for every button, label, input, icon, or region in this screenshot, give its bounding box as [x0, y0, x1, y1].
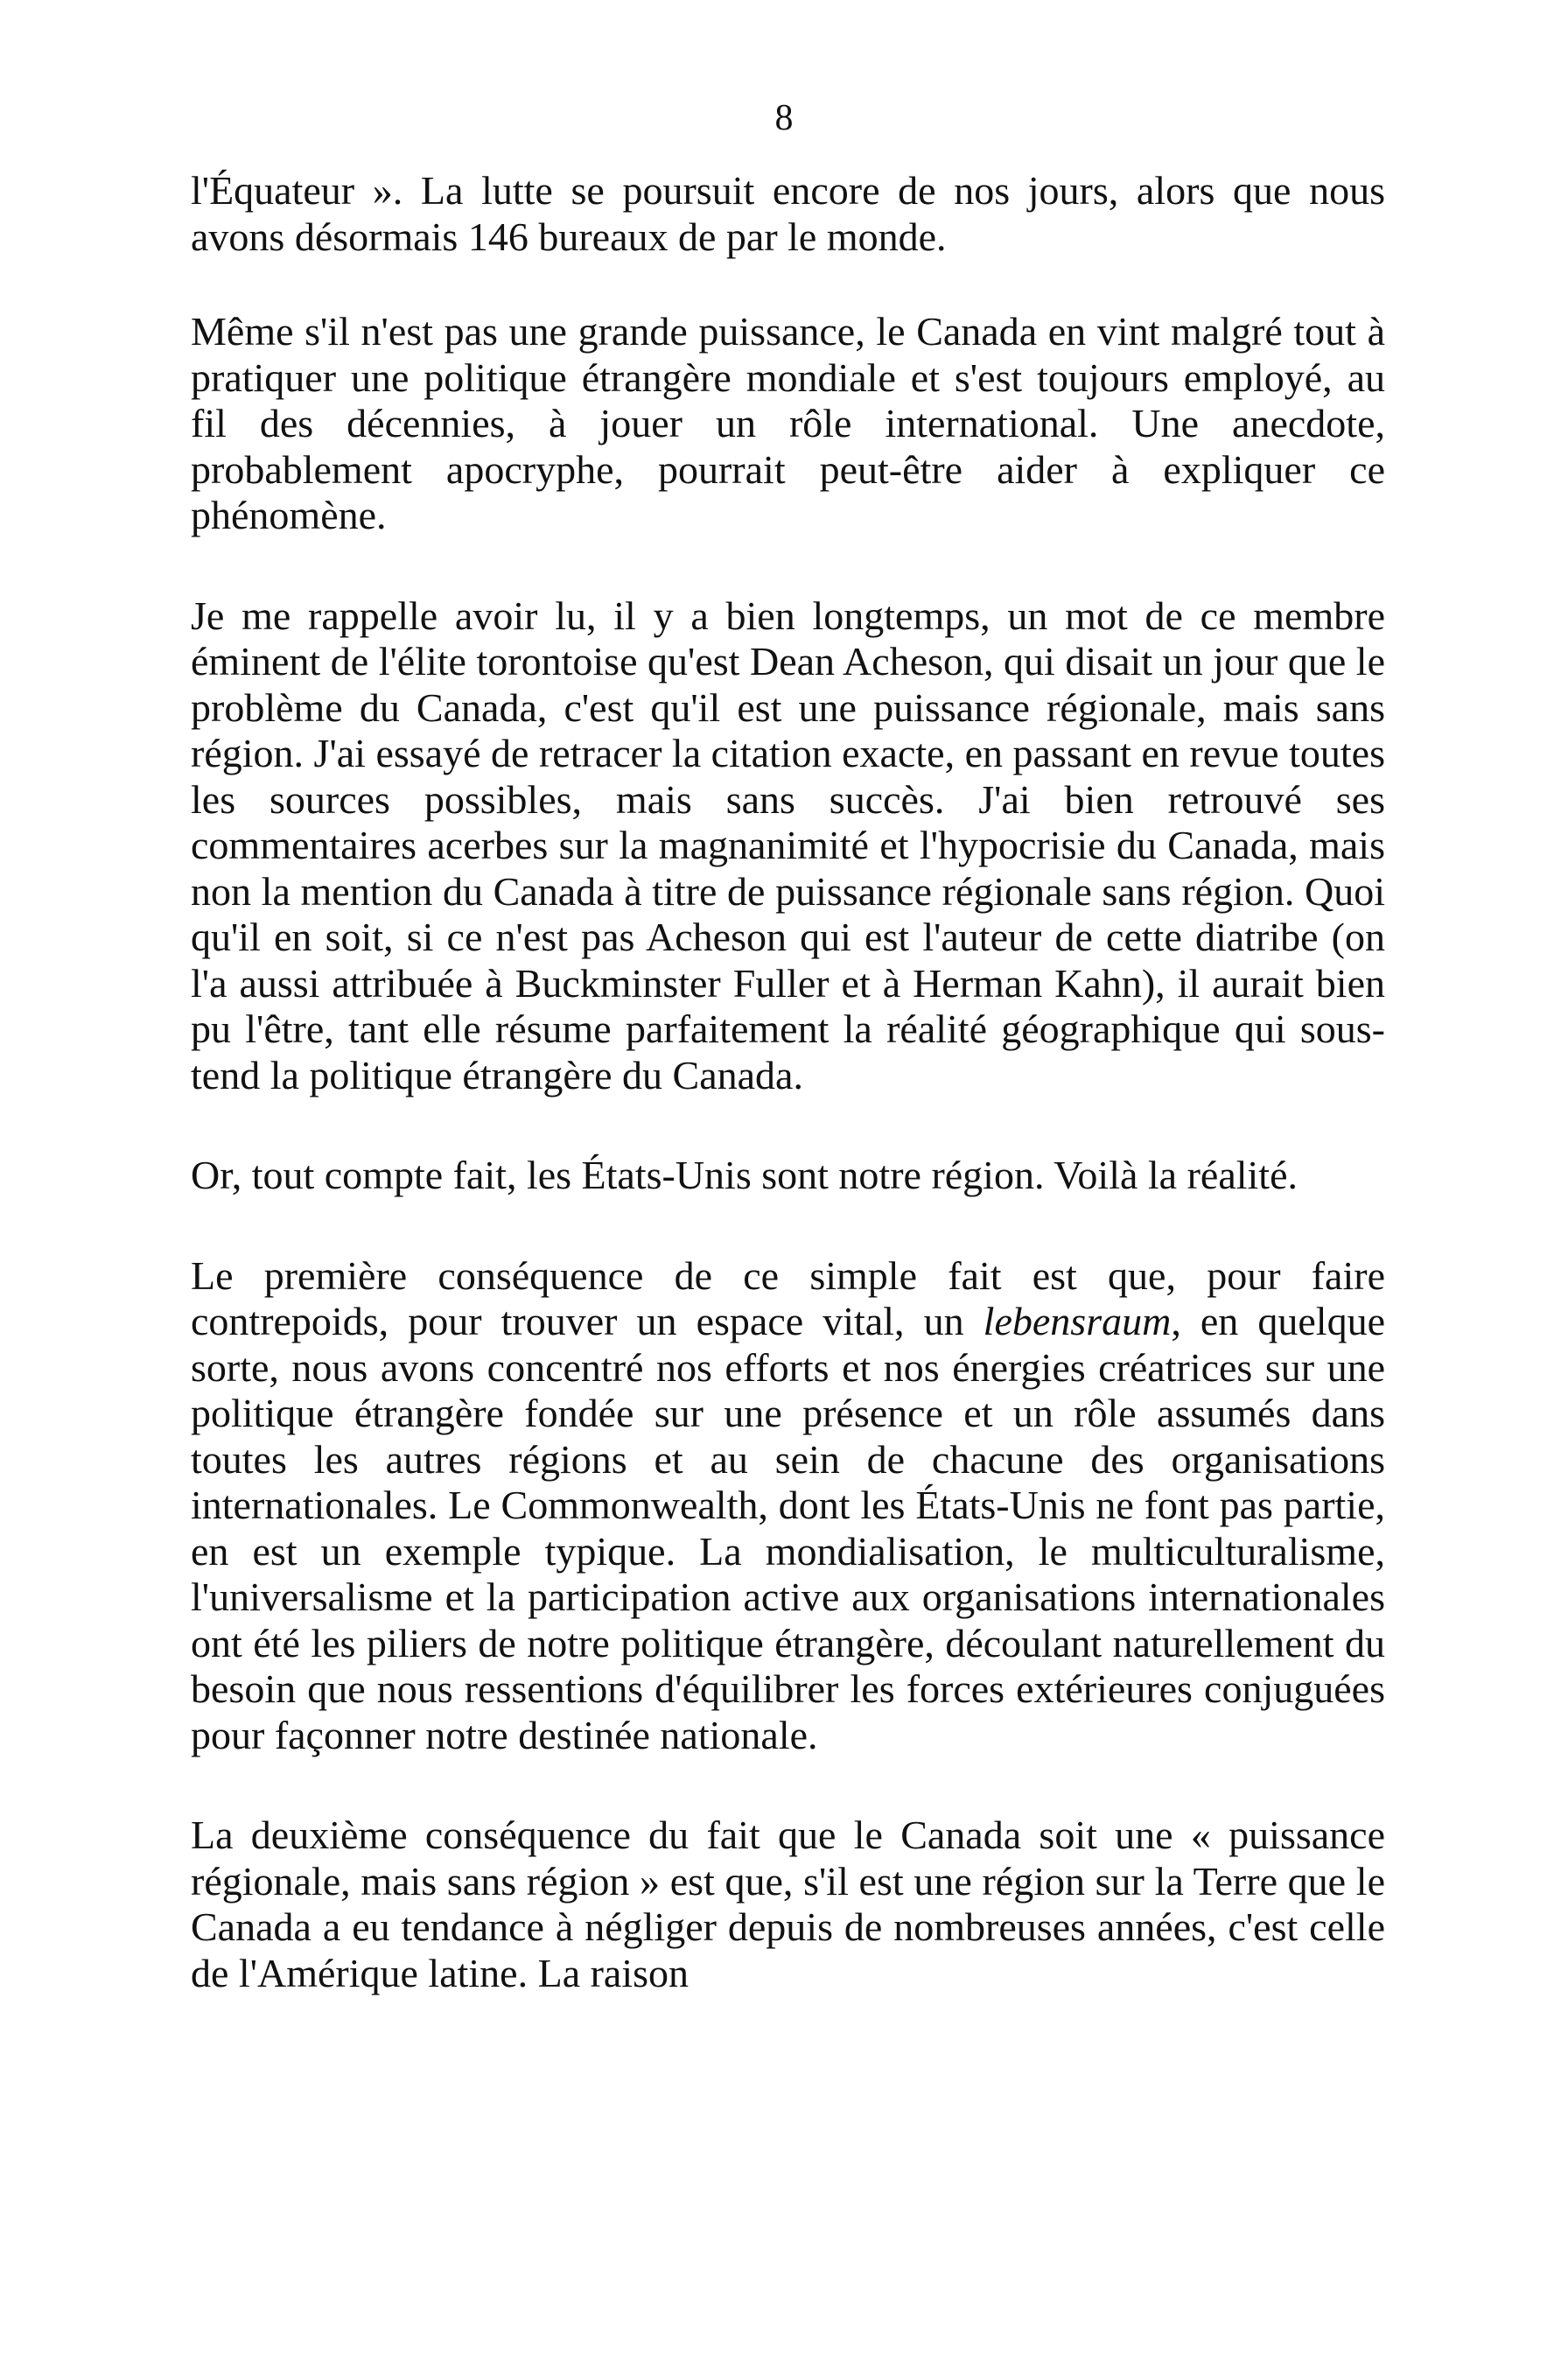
paragraph-5-text-before: Le première conséquence de ce simple fait est que, pour faire contrepoids, pour trouver un espace vital, un [191, 1252, 1385, 1343]
paragraph-6: La deuxième conséquence du fait que le Canada soit une « puissance régionale, mais sans région » est que, s'il est une région sur la Terre que le Canada a eu tendance à négliger depuis de nombreuses années, c'est celle de l'Amérique latine. La raison [191, 1813, 1385, 1995]
paragraph-5 [191, 1253, 1385, 1759]
italic-term: lebensraum [983, 1299, 1172, 1343]
page-number: 8 [774, 98, 794, 138]
paragraph-2: Même s'il n'est pas une grande puissance, le Canada en vint malgré tout à pratiquer une politique étrangère mondiale et s'est toujours employé, au fil des décennies, à jouer un rôle international. Une anecdote, probablement apocryphe, pourrait peut-être aider à expliquer ce phénomène. [191, 309, 1385, 537]
paragraph-4: Or, tout compte fait, les États-Unis sont notre région. Voilà la réalité. [191, 1153, 1298, 1197]
paragraph-3: Je me rappelle avoir lu, il y a bien longtemps, un mot de ce membre éminent de l'élite torontoise qu'est Dean Acheson, qui disait un jour que le problème du Canada, c'est qu'il est une puissance régionale, mais sans région. J'ai essayé de retracer la citation exacte, en passant en revue toutes les sources possibles, mais sans succès. J'ai bien retrouvé ses commentaires acerbes sur la magnanimité et l'hypocrisie du Canada, mais non la mention du Canada à titre de puissance régionale sans région. Quoi qu'il en soit, si ce n'est pas Acheson qui est l'auteur de cette diatribe (on l'a aussi attribuée à Buckminster Fuller et à Herman Kahn), il aurait bien pu l'être, tant elle résume parfaitement la réalité géographique qui sous-tend la politique étrangère du Canada. [191, 593, 1385, 1097]
paragraph-1: l'Équateur ». La lutte se poursuit encore de nos jours, alors que nous avons désormais 146 bureaux de par le monde. [191, 168, 1385, 259]
body-text [191, 168, 1385, 2051]
paragraph-5-text-after: , en quelque sorte, nous avons concentré nos efforts et nos énergies créatrices sur une politique étrangère fondée sur une présence et un rôle assumés dans toutes les autres régions et au sein de chacune des organisations internationales. Le Commonwealth, dont les États-Unis ne font pas partie, en est un exemple typique. La mondialisation, le multiculturalisme, l'universalisme et la participation active aux organisations internationales ont été les piliers de notre politique étrangère, découlant naturellement du besoin que nous ressentions d'équilibrer les forces extérieures conjuguées pour façonner notre destinée nationale. [191, 1299, 1386, 1757]
